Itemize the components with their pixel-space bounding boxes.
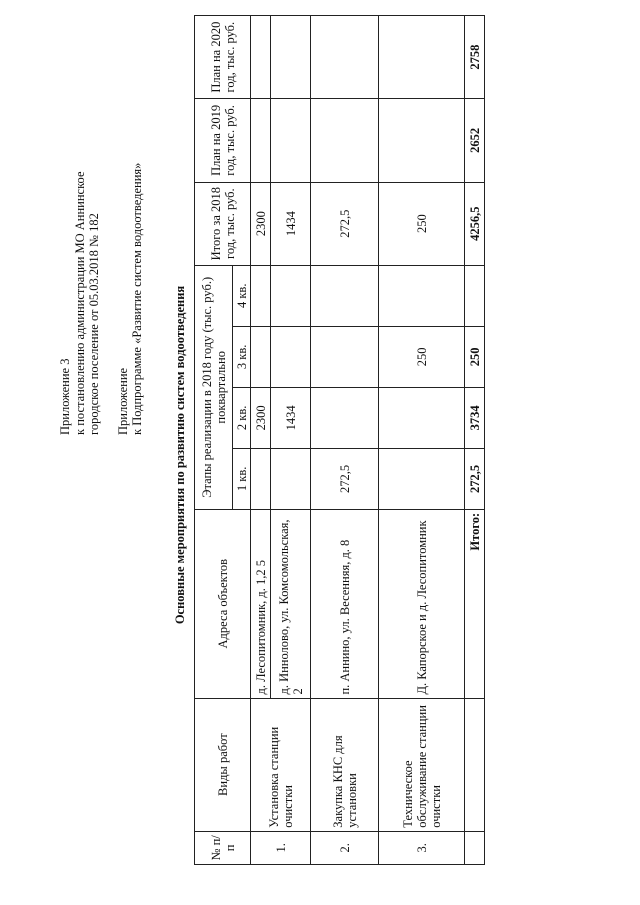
cell-q3 xyxy=(251,326,271,387)
totals-q3: 250 xyxy=(465,326,485,387)
header-q2: 2 кв. xyxy=(233,387,251,448)
totals-q1: 272,5 xyxy=(465,448,485,509)
header-q4: 4 кв. xyxy=(233,265,251,326)
header-address: Адреса объектов xyxy=(195,509,251,698)
cell-q1 xyxy=(379,448,465,509)
cell-q2 xyxy=(311,387,379,448)
cell-q3 xyxy=(311,326,379,387)
header-q3: 3 кв. xyxy=(233,326,251,387)
totals-q2: 3734 xyxy=(465,387,485,448)
row-address: д. Иннолово, ул. Комсомольская, 2 xyxy=(271,509,311,698)
cell-q1: 272,5 xyxy=(311,448,379,509)
table-row xyxy=(251,16,271,865)
totals-blank-works xyxy=(465,698,485,831)
cell-q4 xyxy=(251,265,271,326)
resolution-line: к постановлению администрации МО Аннинское xyxy=(72,171,87,435)
row-address: п. Аннино, ул. Весенняя, д. 8 xyxy=(311,509,379,698)
cell-q3 xyxy=(271,326,311,387)
cell-q1 xyxy=(251,448,271,509)
cell-total: 1434 xyxy=(271,182,311,265)
cell-plan-2020 xyxy=(271,16,311,99)
totals-plan-2020: 2758 xyxy=(465,16,485,99)
row-works: Установка станции очистки xyxy=(251,698,311,831)
header-gap xyxy=(102,55,116,435)
row-address: д. Лесопитомник, д. 1,2 5 xyxy=(251,509,271,698)
cell-plan-2019 xyxy=(271,99,311,182)
header-q1: 1 кв. xyxy=(233,448,251,509)
cell-plan-2019 xyxy=(379,99,465,182)
table-row xyxy=(379,16,465,865)
totals-blank-num xyxy=(465,831,485,864)
cell-plan-2020 xyxy=(311,16,379,99)
cell-q4 xyxy=(379,265,465,326)
totals-row xyxy=(465,16,485,865)
measures-table xyxy=(194,15,485,865)
totals-q4 xyxy=(465,265,485,326)
subprogram-line: к Подпрограмме «Развитие систем водоотведения» xyxy=(130,162,144,435)
header-total-2018: Итого за 2018 год, тыс. руб. xyxy=(195,182,251,265)
cell-q4 xyxy=(271,265,311,326)
cell-q2: 1434 xyxy=(271,387,311,448)
cell-total: 2300 xyxy=(251,182,271,265)
header-works: Виды работ xyxy=(195,698,251,831)
settlement-date-line: городское поселение от 05.03.2018 № 182 xyxy=(87,213,101,435)
table-row xyxy=(311,16,379,865)
cell-plan-2019 xyxy=(251,99,271,182)
header-plan-2020: План на 2020 год, тыс. руб. xyxy=(195,16,251,99)
cell-plan-2019 xyxy=(311,99,379,182)
row-num: 2. xyxy=(311,831,379,864)
header-num: № п/п xyxy=(195,831,251,864)
row-works: Техническое обслуживание станции очистки xyxy=(379,698,465,831)
appendix-label: Приложение 3 xyxy=(58,358,72,435)
appendix2-label: Приложение xyxy=(115,367,130,435)
page-title: Основные мероприятия по развитию систем водоотведения xyxy=(173,285,187,625)
row-num: 1. xyxy=(251,831,311,864)
row-num: 3. xyxy=(379,831,465,864)
cell-q3: 250 xyxy=(379,326,465,387)
totals-label: Итого: xyxy=(465,509,485,698)
cell-total: 250 xyxy=(379,182,465,265)
row-works: Закупка КНС для установки xyxy=(311,698,379,831)
cell-q1 xyxy=(271,448,311,509)
totals-plan-2019: 2652 xyxy=(465,99,485,182)
cell-q2 xyxy=(379,387,465,448)
cell-plan-2020 xyxy=(251,16,271,99)
header-plan-2019: План на 2019 год, тыс. руб. xyxy=(195,99,251,182)
cell-q2: 2300 xyxy=(251,387,271,448)
cell-plan-2020 xyxy=(379,16,465,99)
cell-q4 xyxy=(311,265,379,326)
cell-total: 272,5 xyxy=(311,182,379,265)
document-header xyxy=(58,55,145,435)
header-row-1 xyxy=(195,16,233,865)
totals-total: 4256,5 xyxy=(465,182,485,265)
row-address: Д. Капорское и д. Лесопитомник xyxy=(379,509,465,698)
header-stages: Этапы реализации в 2018 году (тыс. руб.) поквартально xyxy=(195,265,233,509)
